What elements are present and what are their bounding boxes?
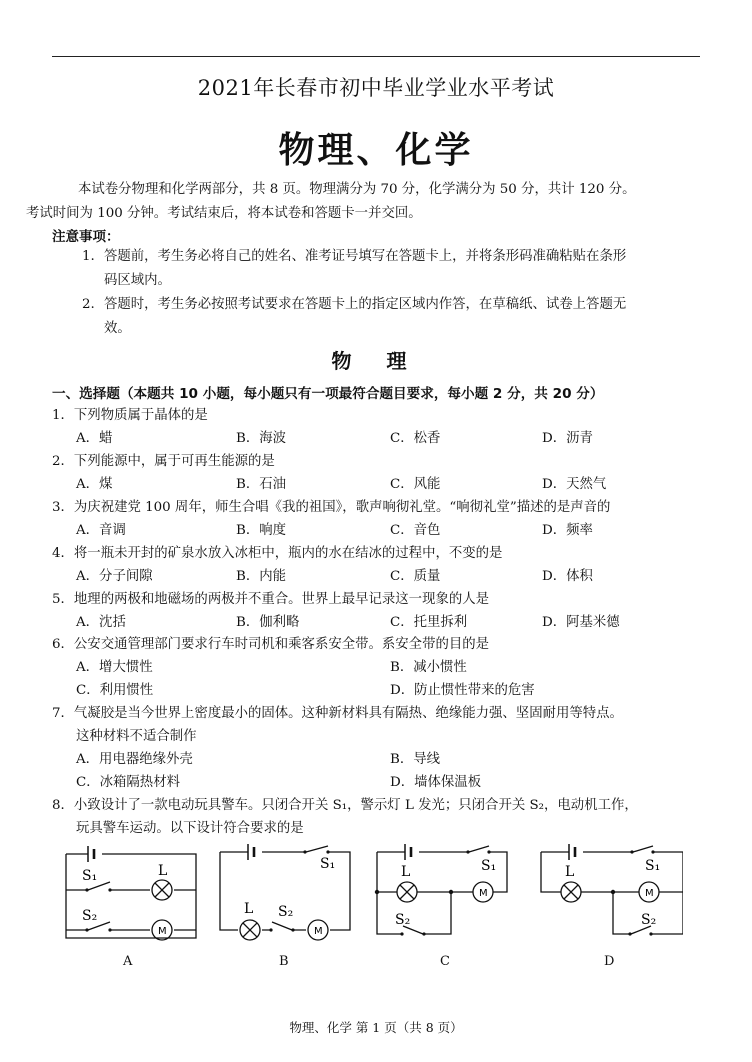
- notice-num: 1.: [82, 249, 95, 264]
- option-b: B．海波: [236, 431, 287, 446]
- circuit-label-a: A: [123, 954, 133, 969]
- notice-heading: 注意事项：: [52, 229, 120, 245]
- option-a: A．音调: [76, 523, 126, 538]
- circuit-label-b: B: [279, 954, 289, 969]
- option-a: A．沈括: [76, 615, 126, 630]
- question-6-stem: 6．公安交通管理部门要求行车时司机和乘客系安全带。系安全带的目的是: [52, 637, 490, 652]
- switch-s1-label: S₁: [481, 858, 497, 874]
- header-rule: [52, 56, 700, 57]
- option-a: A．煤: [76, 477, 113, 492]
- notice-line: 效。: [104, 321, 131, 336]
- option-a: A．用电器绝缘外壳: [76, 752, 193, 767]
- circuit-label-d: D: [604, 954, 615, 969]
- question-3-stem: 3．为庆祝建党 100 周年，师生合唱《我的祖国》，歌声响彻礼堂。“响彻礼堂”描述的是声音的: [52, 500, 611, 515]
- option-d: D．天然气: [542, 477, 607, 492]
- option-a: A．蜡: [76, 431, 113, 446]
- question-4-options: [76, 565, 696, 588]
- question-3-options: [76, 519, 696, 542]
- question-8-stem-2: 玩具警车运动。以下设计符合要求的是: [76, 821, 304, 836]
- question-5-options: [76, 611, 696, 634]
- option-b: B．减小惯性: [390, 660, 467, 675]
- question-6-options-row1: [76, 656, 696, 679]
- option-d: D．沥青: [542, 431, 593, 446]
- notice-num: 2.: [82, 297, 95, 312]
- switch-s2-label: S₂: [395, 912, 411, 928]
- switch-s1-label: S₁: [645, 858, 661, 874]
- lamp-label: L: [158, 863, 168, 879]
- intro-paragraph: [26, 178, 702, 226]
- option-d: D．墙体保温板: [390, 775, 482, 790]
- question-2-stem: 2．下列能源中，属于可再生能源的是: [52, 454, 275, 469]
- question-8-stem: 8．小致设计了一款电动玩具警车。只闭合开关 S₁，警示灯 L 发光；只闭合开关 S₂，电动机工作，: [52, 798, 638, 813]
- section-heading: 一、选择题（本题共 10 小题，每小题只有一项最符合题目要求，每小题 2 分，共 20 分）: [52, 386, 604, 402]
- question-5-stem: 5．地理的两极和地磁场的两极并不重合。世界上最早记录这一现象的人是: [52, 592, 490, 607]
- option-b: B．石油: [236, 477, 287, 492]
- option-c: C．质量: [390, 569, 441, 584]
- switch-s2-label: S₂: [641, 912, 657, 928]
- option-a: A．增大惯性: [76, 660, 153, 675]
- notice-line: 码区域内。: [104, 273, 171, 288]
- option-b: B．伽利略: [236, 615, 300, 630]
- circuit-diagram-a: [58, 842, 208, 950]
- lamp-label: L: [244, 901, 254, 917]
- option-d: D．阿基米德: [542, 615, 620, 630]
- question-4-stem: 4．将一瓶未开封的矿泉水放入冰柜中，瓶内的水在结冰的过程中，不变的是: [52, 546, 503, 561]
- question-7-options-row1: [76, 748, 696, 771]
- question-1-stem: 1．下列物质属于晶体的是: [52, 408, 208, 423]
- question-7-options-row2: [76, 771, 696, 794]
- question-1-options: [76, 427, 696, 450]
- section-title: 物 理: [331, 349, 421, 373]
- page-footer: 物理、化学 第 1 页（共 8 页）: [289, 1020, 463, 1035]
- notice-item-2: [82, 293, 702, 341]
- option-c: C．松香: [390, 431, 441, 446]
- switch-s1-label: S₁: [82, 868, 98, 884]
- switch-s2-label: S₂: [82, 908, 98, 924]
- question-7-stem-2: 这种材料不适合制作: [76, 729, 197, 744]
- option-d: D．防止惯性带来的危害: [390, 683, 535, 698]
- circuit-label-c: C: [440, 954, 450, 969]
- motor-label: M: [645, 888, 654, 899]
- intro-line-1: 本试卷分物理和化学两部分，共 8 页。物理满分为 70 分，化学满分为 50 分，共计 120 分。: [78, 182, 636, 197]
- notice-line: 答题前，考生务必将自己的姓名、准考证号填写在答题卡上，并将条形码准确粘贴在条形: [104, 249, 627, 264]
- motor-label: M: [314, 926, 323, 937]
- option-d: D．体积: [542, 569, 593, 584]
- option-c: C．利用惯性: [76, 683, 154, 698]
- motor-label: M: [158, 926, 167, 937]
- switch-s1-label: S₁: [320, 856, 336, 872]
- switch-s2-label: S₂: [278, 904, 294, 920]
- circuit-diagram-b: [212, 838, 362, 950]
- option-c: C．风能: [390, 477, 441, 492]
- option-b: B．响度: [236, 523, 287, 538]
- exam-subject: 物理、化学: [278, 129, 474, 171]
- notice-line: 答题时，考生务必按照考试要求在答题卡上的指定区域内作答，在草稿纸、试卷上答题无: [104, 297, 627, 312]
- option-c: C．冰箱隔热材料: [76, 775, 180, 790]
- motor-label: M: [479, 888, 488, 899]
- circuit-diagram-d: [533, 838, 683, 950]
- question-2-options: [76, 473, 696, 496]
- option-c: C．托里拆利: [390, 615, 468, 630]
- lamp-label: L: [565, 864, 575, 880]
- question-7-stem: 7．气凝胶是当今世界上密度最小的固体。这种新材料具有隔热、绝缘能力强、坚固耐用等特点。: [52, 706, 623, 721]
- notice-item-1: [82, 245, 702, 293]
- option-b: B．导线: [390, 752, 441, 767]
- option-d: D．频率: [542, 523, 593, 538]
- circuit-diagram-c: [369, 838, 519, 950]
- intro-line-2: 考试时间为 100 分钟。考试结束后，将本试卷和答题卡一并交回。: [26, 206, 422, 221]
- option-c: C．音色: [390, 523, 441, 538]
- exam-title: 2021年长春市初中毕业学业水平考试: [197, 76, 555, 100]
- question-6-options-row2: [76, 679, 696, 702]
- lamp-label: L: [401, 864, 411, 880]
- option-b: B．内能: [236, 569, 287, 584]
- option-a: A．分子间隙: [76, 569, 153, 584]
